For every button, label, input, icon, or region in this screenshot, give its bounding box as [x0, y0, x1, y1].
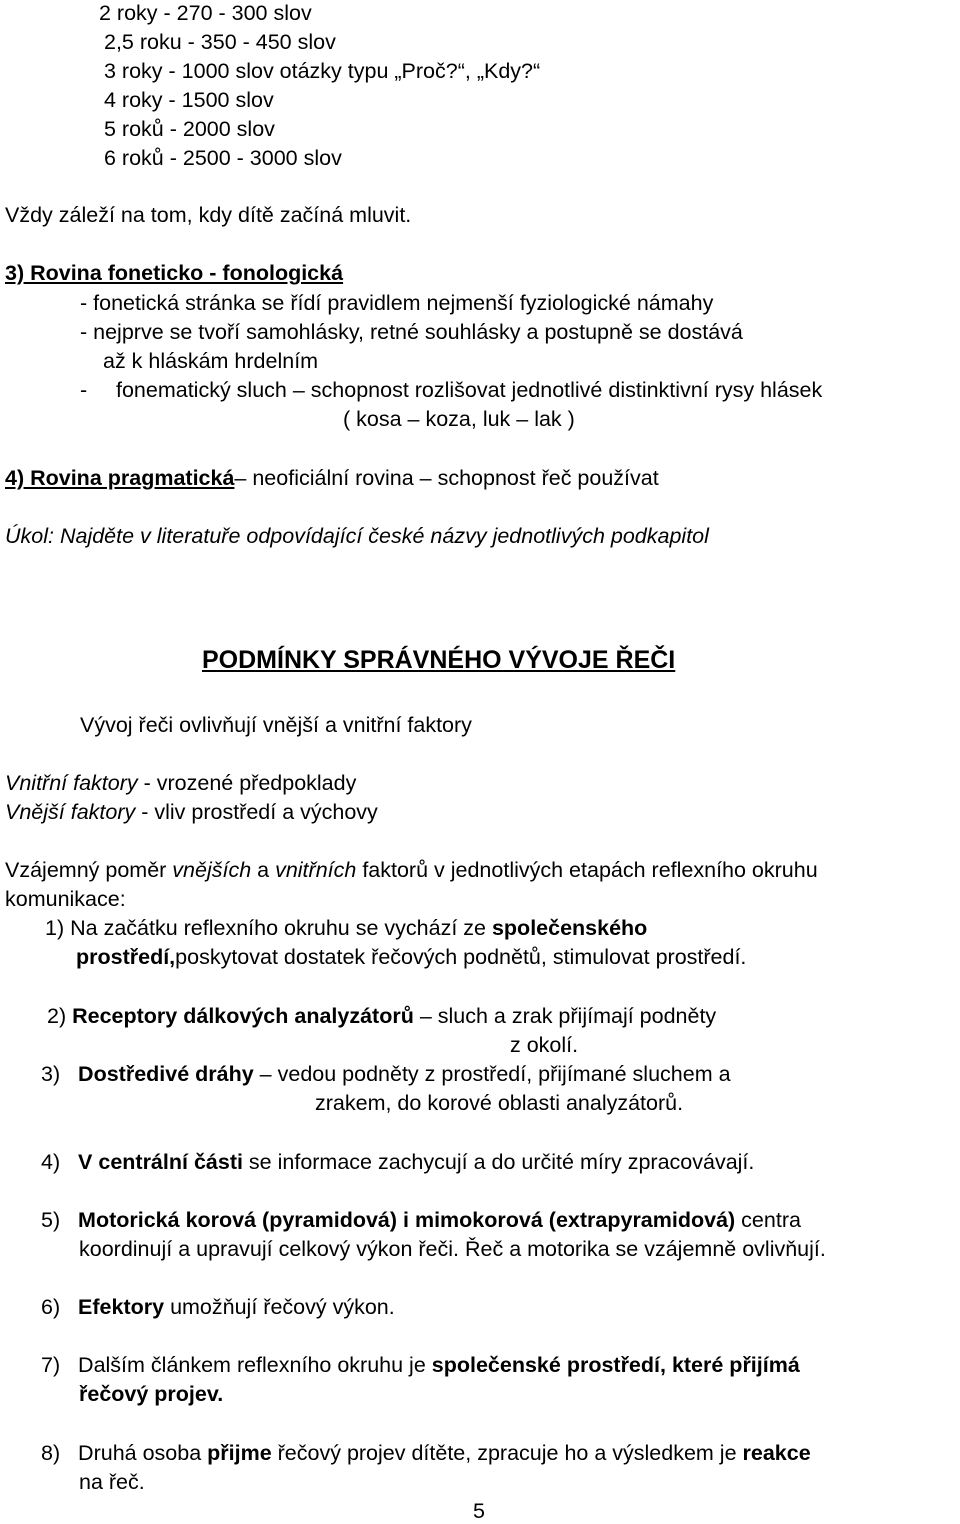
relation-text: Vzájemný poměr — [5, 858, 173, 882]
level4-line — [5, 465, 659, 491]
item-8-line: na řeč. — [79, 1470, 145, 1494]
relation-inner: vnitřních — [275, 858, 357, 882]
section-title: PODMÍNKY SPRÁVNÉHO VÝVOJE ŘEČI — [202, 646, 676, 674]
item-7-line — [41, 1352, 800, 1378]
item-bold: Efektory — [78, 1295, 165, 1319]
outer-factors-line — [5, 799, 378, 825]
item-text: – sluch a zrak přijímají podněty — [413, 1004, 717, 1028]
item-number: 6) — [41, 1295, 61, 1319]
relation-text: a — [251, 858, 276, 882]
note-text: Vždy záleží na tom, kdy dítě začíná mluvit. — [5, 203, 412, 227]
level3-bullet-text: fonematický sluch – schopnost rozlišovat jednotlivé distinktivní rysy hlásek — [116, 378, 823, 402]
item-2-line: z okolí. — [510, 1033, 579, 1057]
relation-line: komunikace: — [5, 887, 126, 911]
item-bold: prostředí, — [76, 945, 176, 969]
vocab-line: 2,5 roku - 350 - 450 slov — [104, 30, 336, 54]
level3-heading: 3) Rovina foneticko - fonologická — [5, 261, 344, 285]
item-6-line — [41, 1294, 395, 1320]
task-text: Úkol: Najděte v literatuře odpovídající české názvy jednotlivých podkapitol — [5, 524, 709, 548]
level4-heading: 4) Rovina pragmatická — [5, 466, 235, 490]
vocab-line: 3 roky - 1000 slov otázky typu „Proč?“, „Kdy?“ — [104, 59, 541, 83]
item-bold: Motorická korová (pyramidová) i mimokorová (extrapyramidová) — [78, 1208, 736, 1232]
item-3-line — [41, 1061, 731, 1087]
item-bold: společenského — [491, 916, 648, 940]
item-5-line — [41, 1207, 801, 1233]
outer-factors-label: Vnější faktory — [5, 800, 136, 824]
vocab-line: 6 roků - 2500 - 3000 slov — [104, 146, 342, 170]
item-text: umožňují řečový výkon. — [164, 1295, 395, 1319]
item-4-line — [41, 1149, 754, 1175]
item-number: 4) — [41, 1150, 61, 1174]
vocab-line: 4 roky - 1500 slov — [104, 88, 274, 112]
item-number: 2) — [47, 1004, 67, 1028]
item-bold: V centrální části — [78, 1150, 243, 1174]
item-bold: Receptory dálkových analyzátorů — [72, 1004, 414, 1028]
level4-text: – neoficiální rovina – schopnost řeč používat — [234, 466, 659, 490]
item-text: Dalším článkem reflexního okruhu je — [78, 1353, 432, 1377]
item-text: řečový projev dítěte, zpracuje ho a výsledkem je — [271, 1441, 743, 1465]
item-number: 1) — [45, 916, 65, 940]
item-bold: společenské prostředí, které přijímá — [431, 1353, 800, 1377]
item-text: – vedou podněty z prostředí, přijímané sluchem a — [253, 1062, 731, 1086]
item-bold: přijme — [207, 1441, 272, 1465]
item-text: poskytovat dostatek řečových podnětů, stimulovat prostředí. — [175, 945, 747, 969]
item-text: Druhá osoba — [78, 1441, 208, 1465]
item-1-line — [45, 915, 647, 941]
item-number: 7) — [41, 1353, 61, 1377]
item-number: 5) — [41, 1208, 61, 1232]
level3-line: až k hláskám hrdelním — [103, 349, 319, 373]
level3-line: - fonetická stránka se řídí pravidlem nejmenší fyziologické námahy — [80, 291, 714, 315]
outer-factors-text: - vliv prostředí a výchovy — [135, 800, 378, 824]
inner-factors-text: - vrozené předpoklady — [137, 771, 357, 795]
item-number: 3) — [41, 1062, 61, 1086]
relation-line — [5, 857, 818, 883]
item-number: 8) — [41, 1441, 61, 1465]
level3-bullet-dash: - — [80, 378, 88, 402]
level3-line: - nejprve se tvoří samohlásky, retné souhlásky a postupně se dostává — [80, 320, 743, 344]
item-7-line: řečový projev. — [79, 1382, 224, 1406]
item-text: Na začátku reflexního okruhu se vychází ze — [70, 916, 492, 940]
item-8-line — [41, 1440, 811, 1466]
item-bold: Dostředivé dráhy — [78, 1062, 254, 1086]
item-bold: reakce — [742, 1441, 811, 1465]
level3-example: ( kosa – koza, luk – lak ) — [343, 407, 575, 431]
relation-outer: vnějších — [172, 858, 252, 882]
item-5-line: koordinují a upravují celkový výkon řeči. Řeč a motorika se vzájemně ovlivňují. — [79, 1237, 826, 1261]
item-1-line — [76, 944, 746, 970]
item-text: se informace zachycují a do určité míry zpracovávají. — [242, 1150, 755, 1174]
item-3-line: zrakem, do korové oblasti analyzátorů. — [315, 1091, 684, 1115]
vocab-line: 2 roky - 270 - 300 slov — [99, 1, 312, 25]
item-2-line — [47, 1003, 716, 1029]
inner-factors-line — [5, 770, 356, 796]
item-text: centra — [735, 1208, 801, 1232]
page-number: 5 — [473, 1499, 485, 1523]
vocab-line: 5 roků - 2000 slov — [104, 117, 275, 141]
relation-text: faktorů v jednotlivých etapách reflexního okruhu — [356, 858, 818, 882]
intro-text: Vývoj řeči ovlivňují vnější a vnitřní faktory — [80, 713, 472, 737]
inner-factors-label: Vnitřní faktory — [5, 771, 138, 795]
